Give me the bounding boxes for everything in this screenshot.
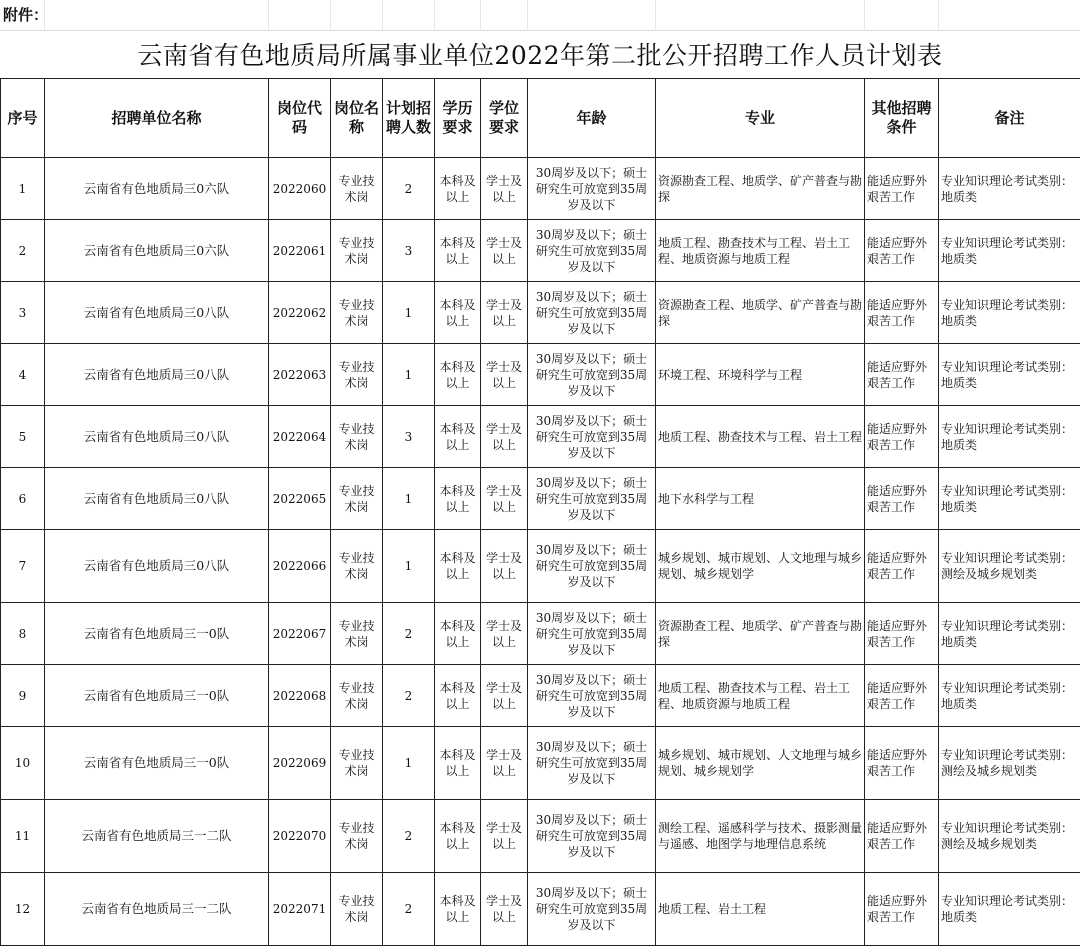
cell-note: 专业知识理论考试类别：测绘及城乡规划类 — [939, 530, 1080, 603]
cell-count: 1 — [383, 282, 435, 344]
cell-note: 专业知识理论考试类别：地质类 — [939, 873, 1080, 946]
cell-degree: 学士及以上 — [481, 530, 528, 603]
cell-other: 能适应野外艰苦工作 — [865, 603, 939, 665]
cell-code: 2022064 — [269, 406, 331, 468]
cell-age: 30周岁及以下；硕士研究生可放宽到35周岁及以下 — [528, 220, 656, 282]
header-count: 计划招聘人数 — [383, 79, 435, 158]
cell-post: 专业技术岗 — [331, 873, 383, 946]
cell-major: 环境工程、环境科学与工程 — [656, 344, 865, 406]
table-row — [1, 603, 1080, 665]
cell-degree: 学士及以上 — [481, 344, 528, 406]
cell-code: 2022060 — [269, 158, 331, 220]
cell-degree: 学士及以上 — [481, 665, 528, 727]
cell-age: 30周岁及以下；硕士研究生可放宽到35周岁及以下 — [528, 468, 656, 530]
cell-unit: 云南省有色地质局三0八队 — [45, 282, 269, 344]
header-age: 年龄 — [528, 79, 656, 158]
cell-other: 能适应野外艰苦工作 — [865, 406, 939, 468]
cell-note: 专业知识理论考试类别：地质类 — [939, 282, 1080, 344]
cell-code: 2022071 — [269, 873, 331, 946]
cell-edu: 本科及以上 — [435, 727, 481, 800]
cell-age: 30周岁及以下；硕士研究生可放宽到35周岁及以下 — [528, 800, 656, 873]
cell-unit: 云南省有色地质局三0六队 — [45, 220, 269, 282]
cell-degree: 学士及以上 — [481, 468, 528, 530]
cell-post: 专业技术岗 — [331, 468, 383, 530]
cell-age: 30周岁及以下；硕士研究生可放宽到35周岁及以下 — [528, 158, 656, 220]
cell-degree: 学士及以上 — [481, 800, 528, 873]
cell-note: 专业知识理论考试类别：地质类 — [939, 344, 1080, 406]
cell-count: 1 — [383, 468, 435, 530]
cell-code: 2022062 — [269, 282, 331, 344]
table-row — [1, 344, 1080, 406]
cell-post: 专业技术岗 — [331, 530, 383, 603]
header-edu: 学历要求 — [435, 79, 481, 158]
cell-seq: 1 — [1, 158, 45, 220]
cell-code: 2022065 — [269, 468, 331, 530]
cell-degree: 学士及以上 — [481, 220, 528, 282]
table-row — [1, 220, 1080, 282]
cell-code: 2022069 — [269, 727, 331, 800]
cell-note: 专业知识理论考试类别：地质类 — [939, 158, 1080, 220]
cell-count: 2 — [383, 800, 435, 873]
header-note: 备注 — [939, 79, 1080, 158]
cell-other: 能适应野外艰苦工作 — [865, 530, 939, 603]
recruitment-plan-table — [0, 78, 1080, 946]
cell-code: 2022061 — [269, 220, 331, 282]
cell-other: 能适应野外艰苦工作 — [865, 282, 939, 344]
cell-seq: 2 — [1, 220, 45, 282]
cell-edu: 本科及以上 — [435, 158, 481, 220]
cell-post: 专业技术岗 — [331, 800, 383, 873]
cell-seq: 11 — [1, 800, 45, 873]
cell-unit: 云南省有色地质局三0八队 — [45, 530, 269, 603]
cell-unit: 云南省有色地质局三一0队 — [45, 727, 269, 800]
cell-edu: 本科及以上 — [435, 873, 481, 946]
cell-other: 能适应野外艰苦工作 — [865, 873, 939, 946]
cell-edu: 本科及以上 — [435, 282, 481, 344]
cell-age: 30周岁及以下；硕士研究生可放宽到35周岁及以下 — [528, 665, 656, 727]
cell-code: 2022063 — [269, 344, 331, 406]
cell-age: 30周岁及以下；硕士研究生可放宽到35周岁及以下 — [528, 406, 656, 468]
cell-major: 资源勘查工程、地质学、矿产普查与勘探 — [656, 158, 865, 220]
cell-seq: 8 — [1, 603, 45, 665]
cell-edu: 本科及以上 — [435, 603, 481, 665]
cell-note: 专业知识理论考试类别：测绘及城乡规划类 — [939, 800, 1080, 873]
cell-other: 能适应野外艰苦工作 — [865, 158, 939, 220]
cell-count: 3 — [383, 406, 435, 468]
cell-major: 地下水科学与工程 — [656, 468, 865, 530]
cell-seq: 6 — [1, 468, 45, 530]
cell-code: 2022068 — [269, 665, 331, 727]
cell-post: 专业技术岗 — [331, 727, 383, 800]
cell-seq: 7 — [1, 530, 45, 603]
cell-age: 30周岁及以下；硕士研究生可放宽到35周岁及以下 — [528, 344, 656, 406]
cell-degree: 学士及以上 — [481, 873, 528, 946]
cell-edu: 本科及以上 — [435, 406, 481, 468]
cell-post: 专业技术岗 — [331, 220, 383, 282]
table-body — [1, 158, 1080, 946]
cell-edu: 本科及以上 — [435, 800, 481, 873]
cell-other: 能适应野外艰苦工作 — [865, 800, 939, 873]
table-row — [1, 665, 1080, 727]
table-row — [1, 406, 1080, 468]
cell-unit: 云南省有色地质局三一0队 — [45, 665, 269, 727]
cell-major: 地质工程、勘查技术与工程、岩土工程、地质资源与地质工程 — [656, 220, 865, 282]
cell-unit: 云南省有色地质局三一0队 — [45, 603, 269, 665]
cell-note: 专业知识理论考试类别：地质类 — [939, 468, 1080, 530]
cell-note: 专业知识理论考试类别：地质类 — [939, 406, 1080, 468]
cell-count: 2 — [383, 603, 435, 665]
cell-seq: 10 — [1, 727, 45, 800]
header-post: 岗位名称 — [331, 79, 383, 158]
cell-major: 城乡规划、城市规划、人文地理与城乡规划、城乡规划学 — [656, 727, 865, 800]
table-row — [1, 158, 1080, 220]
cell-unit: 云南省有色地质局三0八队 — [45, 468, 269, 530]
cell-age: 30周岁及以下；硕士研究生可放宽到35周岁及以下 — [528, 727, 656, 800]
header-major: 专业 — [656, 79, 865, 158]
cell-post: 专业技术岗 — [331, 603, 383, 665]
cell-degree: 学士及以上 — [481, 158, 528, 220]
cell-post: 专业技术岗 — [331, 665, 383, 727]
cell-major: 资源勘查工程、地质学、矿产普查与勘探 — [656, 603, 865, 665]
cell-count: 1 — [383, 530, 435, 603]
cell-post: 专业技术岗 — [331, 344, 383, 406]
cell-major: 城乡规划、城市规划、人文地理与城乡规划、城乡规划学 — [656, 530, 865, 603]
cell-edu: 本科及以上 — [435, 468, 481, 530]
table-row — [1, 800, 1080, 873]
cell-code: 2022066 — [269, 530, 331, 603]
cell-unit: 云南省有色地质局三一二队 — [45, 800, 269, 873]
attachment-label: 附件： — [3, 4, 48, 25]
cell-post: 专业技术岗 — [331, 282, 383, 344]
cell-unit: 云南省有色地质局三0六队 — [45, 158, 269, 220]
cell-unit: 云南省有色地质局三0八队 — [45, 406, 269, 468]
cell-count: 2 — [383, 873, 435, 946]
cell-note: 专业知识理论考试类别：地质类 — [939, 220, 1080, 282]
cell-age: 30周岁及以下；硕士研究生可放宽到35周岁及以下 — [528, 603, 656, 665]
cell-note: 专业知识理论考试类别：测绘及城乡规划类 — [939, 727, 1080, 800]
cell-degree: 学士及以上 — [481, 603, 528, 665]
cell-age: 30周岁及以下；硕士研究生可放宽到35周岁及以下 — [528, 530, 656, 603]
cell-major: 地质工程、岩土工程 — [656, 873, 865, 946]
header-unit: 招聘单位名称 — [45, 79, 269, 158]
cell-age: 30周岁及以下；硕士研究生可放宽到35周岁及以下 — [528, 873, 656, 946]
table-row — [1, 530, 1080, 603]
cell-major: 地质工程、勘查技术与工程、岩土工程、地质资源与地质工程 — [656, 665, 865, 727]
spreadsheet-top-band — [0, 0, 1080, 31]
table-row — [1, 873, 1080, 946]
cell-code: 2022067 — [269, 603, 331, 665]
cell-count: 2 — [383, 665, 435, 727]
cell-code: 2022070 — [269, 800, 331, 873]
cell-unit: 云南省有色地质局三一二队 — [45, 873, 269, 946]
table-header-row — [1, 79, 1080, 158]
cell-degree: 学士及以上 — [481, 282, 528, 344]
cell-edu: 本科及以上 — [435, 665, 481, 727]
cell-other: 能适应野外艰苦工作 — [865, 468, 939, 530]
cell-count: 2 — [383, 158, 435, 220]
cell-seq: 12 — [1, 873, 45, 946]
page-title: 云南省有色地质局所属事业单位2022年第二批公开招聘工作人员计划表 — [0, 30, 1080, 78]
cell-seq: 3 — [1, 282, 45, 344]
cell-note: 专业知识理论考试类别：地质类 — [939, 603, 1080, 665]
cell-count: 1 — [383, 727, 435, 800]
cell-degree: 学士及以上 — [481, 406, 528, 468]
header-other: 其他招聘条件 — [865, 79, 939, 158]
cell-other: 能适应野外艰苦工作 — [865, 727, 939, 800]
cell-seq: 4 — [1, 344, 45, 406]
cell-unit: 云南省有色地质局三0八队 — [45, 344, 269, 406]
cell-major: 资源勘查工程、地质学、矿产普查与勘探 — [656, 282, 865, 344]
cell-count: 3 — [383, 220, 435, 282]
table-row — [1, 727, 1080, 800]
table-row — [1, 468, 1080, 530]
cell-edu: 本科及以上 — [435, 220, 481, 282]
header-degree: 学位要求 — [481, 79, 528, 158]
cell-seq: 9 — [1, 665, 45, 727]
cell-other: 能适应野外艰苦工作 — [865, 665, 939, 727]
cell-post: 专业技术岗 — [331, 158, 383, 220]
cell-age: 30周岁及以下；硕士研究生可放宽到35周岁及以下 — [528, 282, 656, 344]
cell-degree: 学士及以上 — [481, 727, 528, 800]
header-seq: 序号 — [1, 79, 45, 158]
cell-other: 能适应野外艰苦工作 — [865, 344, 939, 406]
cell-count: 1 — [383, 344, 435, 406]
cell-major: 测绘工程、遥感科学与技术、摄影测量与遥感、地图学与地理信息系统 — [656, 800, 865, 873]
cell-seq: 5 — [1, 406, 45, 468]
header-code: 岗位代码 — [269, 79, 331, 158]
cell-other: 能适应野外艰苦工作 — [865, 220, 939, 282]
cell-post: 专业技术岗 — [331, 406, 383, 468]
table-row — [1, 282, 1080, 344]
cell-major: 地质工程、勘查技术与工程、岩土工程 — [656, 406, 865, 468]
cell-edu: 本科及以上 — [435, 530, 481, 603]
cell-edu: 本科及以上 — [435, 344, 481, 406]
cell-note: 专业知识理论考试类别：地质类 — [939, 665, 1080, 727]
